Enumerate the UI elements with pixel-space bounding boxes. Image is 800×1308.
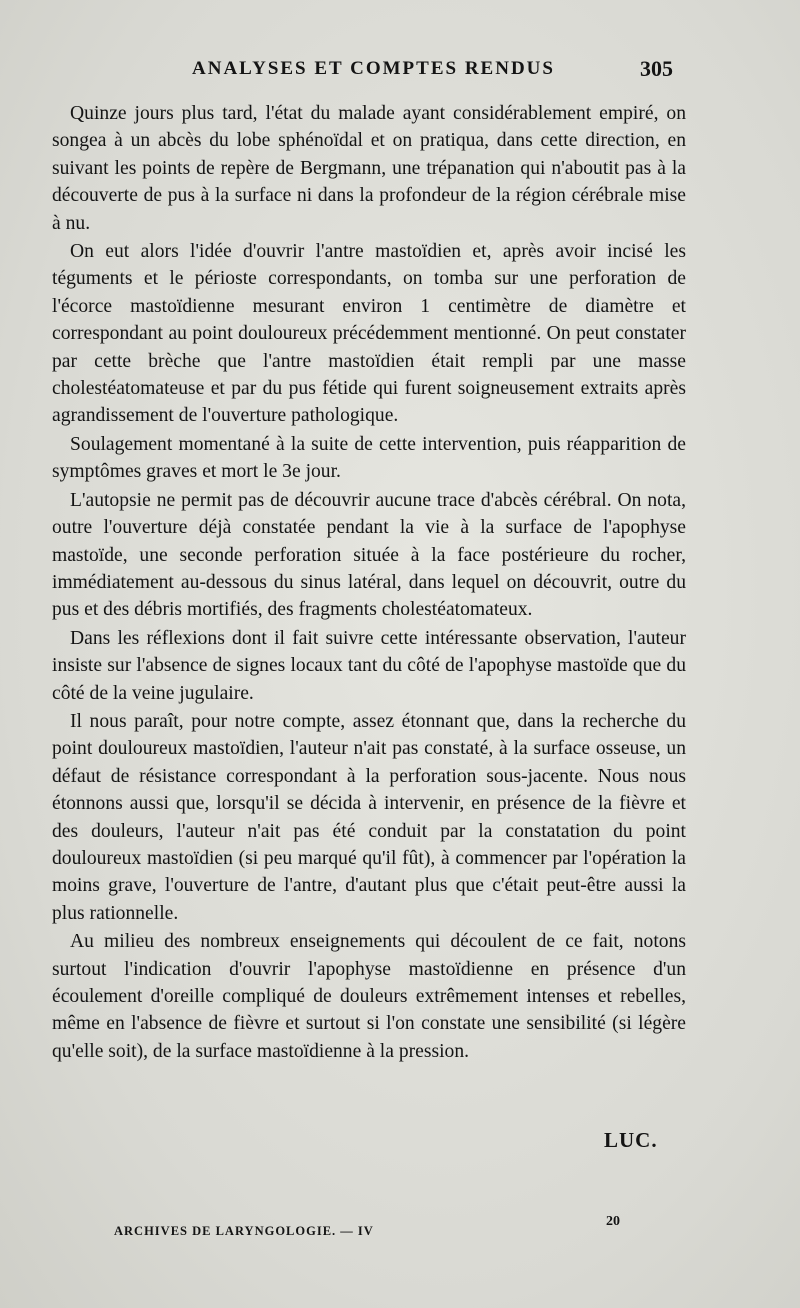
paragraph-7: Au milieu des nombreux enseignements qui découlent de ce fait, notons surtout l'indication d'ouvrir l'apophyse mastoïdienne en présence d'un écoulement d'oreille compliqué de douleurs extrêmement intenses et rebelles, même en l'absence de fièvre et surtout si l'on constate une sensibilité (si légère qu'elle soit), de la surface mastoïdienne à la pression. xyxy=(52,931,686,1062)
author-signature: LUC. xyxy=(604,1128,658,1152)
running-head: ANALYSES ET COMPTES RENDUS xyxy=(192,58,555,79)
paragraph-1: Quinze jours plus tard, l'état du malade ayant considérablement empiré, on songea à un abcès du lobe sphénoïdal et on pratiqua, dans cette direction, en suivant les points de repère de Bergmann, une trépanation qui n'aboutit pas à la découverte de pus à la surface ni dans la profondeur de la région cérébrale mise à nu. xyxy=(52,103,686,234)
sheet-number: 20 xyxy=(606,1214,620,1229)
paragraph-6: Il nous paraît, pour notre compte, assez étonnant que, dans la recherche du point douloureux mastoïdien, l'auteur n'ait pas constaté, à la surface osseuse, un défaut de résistance correspondant à la perforation sous-jacente. Nous nous étonnons aussi que, lorsqu'il se décida à intervenir, en présence de la fièvre et des douleurs, l'auteur n'ait pas été conduit par la constatation du point douloureux mastoïdien (si peu marqué qu'il fût), à commencer par l'opération la moins grave, l'ouverture de l'antre, d'autant plus que c'était peut-être aussi la plus rationnelle. xyxy=(52,710,686,924)
page-header xyxy=(0,54,800,84)
journal-signature: ARCHIVES DE LARYNGOLOGIE. — IV xyxy=(114,1224,374,1238)
paragraph-2: On eut alors l'idée d'ouvrir l'antre mastoïdien et, après avoir incisé les téguments et le périoste correspondants, on tomba sur une perforation de l'écorce mastoïdienne mesurant environ 1 centimètre de diamètre et correspondant au point douloureux précédemment mentionné. On peut constater par cette brèche que l'antre mastoïdien était rempli par une masse cholestéatomateuse et par du pus fétide qui furent soigneusement extraits après agrandissement de l'ouverture pathologique. xyxy=(52,241,686,427)
paragraph-4: L'autopsie ne permit pas de découvrir aucune trace d'abcès cérébral. On nota, outre l'ouverture déjà constatée pendant la vie à la surface de l'apophyse mastoïde, une seconde perforation située à la face postérieure du rocher, immédiatement au-dessous du sinus latéral, dans lequel on découvrit, outre du pus et des débris mortifiés, des fragments cholestéatomateux. xyxy=(52,489,686,621)
page-number: 305 xyxy=(640,56,673,81)
paragraph-5: Dans les réflexions dont il fait suivre cette intéressante observation, l'auteur insiste sur l'absence de signes locaux tant du côté de l'apophyse mastoïde que du côté de la veine jugulaire. xyxy=(52,627,686,704)
paragraph-3: Soulagement momentané à la suite de cette intervention, puis réapparition de symptômes graves et mort le 3e jour. xyxy=(52,433,686,483)
page-footer xyxy=(0,1212,800,1242)
article-body xyxy=(52,100,686,1065)
